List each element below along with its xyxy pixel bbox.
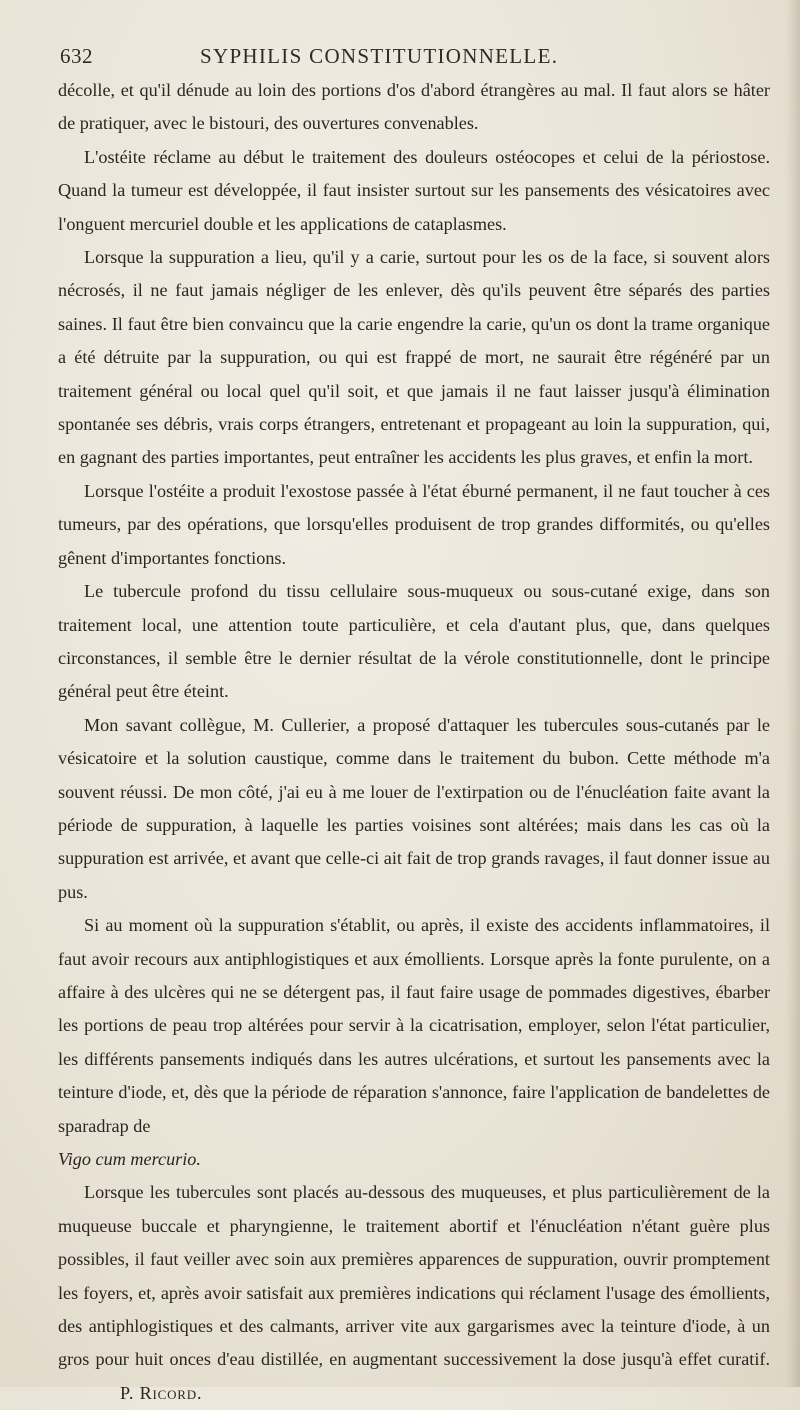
page-number: 632	[60, 44, 93, 68]
paragraph-7: Si au moment où la suppuration s'établit, ou après, il existe des accidents inflammatoires, il faut avoir recours aux antiphlogistiques et aux émollients. Lorsque après la fonte purulente, on a affaire à des ulcères qui ne se détergent pas, il faut faire usage de pommades digestives, ébarber les portions de peau trop altérées pour servir à la cicatrisation, employer, selon l'état particulier, les différents pansements indiqués dans les autres ulcérations, et surtout les pansements avec la teinture d'iode, et, dès que la période de réparation s'annonce, faire l'application de bandelettes de sparadrap de	[58, 915, 770, 1136]
paragraph-2: L'ostéite réclame au début le traitement des douleurs ostéocopes et celui de la périostose. Quand la tumeur est développée, il faut insister surtout sur les pansements des vésicatoires avec l'onguent mercuriel double et les applications de cataplasmes.	[58, 146, 770, 234]
paragraph-8-text: Lorsque les tubercules sont placés au-dessous des muqueuses, et plus particulièrement de la muqueuse buccale et pharyngienne, le traitement abortif et l'énucléation n'étant guère plus possibles, il faut veiller avec soin aux premières apparences de suppuration, ouvrir promptement les foyers, et, après avoir satisfait aux premières indications qui réclament l'usage des émollients, des antiphlogistiques et des calmants, arriver vite aux gargarismes avec la teinture d'iode, à un gros pour huit onces d'eau distillée, en augmentant successivement la dose jusqu'à effet curatif.	[58, 1182, 770, 1370]
page-edge-shadow	[786, 0, 800, 1387]
body-text	[58, 74, 770, 1410]
running-title: SYPHILIS CONSTITUTIONNELLE.	[200, 44, 559, 68]
author-signature: P. Ricord.	[120, 1382, 203, 1403]
paragraph-4: Lorsque l'ostéite a produit l'exostose passée à l'état éburné permanent, il ne faut toucher à ces tumeurs, par des opérations, que lorsqu'elles produisent de trop grandes difformités, ou qu'elles gênent d'importantes fonctions.	[58, 480, 770, 568]
italic-phrase: Vigo cum mercurio.	[58, 1149, 201, 1169]
paragraph-6: Mon savant collègue, M. Cullerier, a proposé d'attaquer les tubercules sous-cutanés par le vésicatoire et la solution caustique, comme dans le traitement du bubon. Cette méthode m'a souvent réussi. De mon côté, j'ai eu à me louer de l'extirpation ou de l'énucléation faite avant la période de suppuration, à laquelle les parties voisines sont altérées; mais dans les cas où la suppuration est arrivée, et avant que celle-ci ait fait de trop grands ravages, il faut donner issue au pus.	[58, 714, 770, 902]
paragraph-5: Le tubercule profond du tissu cellulaire sous-muqueux ou sous-cutané exige, dans son traitement local, une attention toute particulière, et cela d'autant plus, que, dans quelques circonstances, il semble être le dernier résultat de la vérole constitutionnelle, dont le principe général peut être éteint.	[58, 581, 770, 702]
italic-line	[58, 1143, 770, 1176]
paragraph-1: décolle, et qu'il dénude au loin des portions d'os d'abord étrangères au mal. Il faut alors se hâter de pratiquer, avec le bistouri, des ouvertures convenables.	[58, 80, 770, 134]
paragraph-8	[58, 1176, 770, 1410]
paragraph-3: Lorsque la suppuration a lieu, qu'il y a carie, surtout pour les os de la face, si souvent alors nécrosés, il ne faut jamais négliger de les enlever, dès qu'ils peuvent être séparés des parties saines. Il faut être bien convaincu que la carie engendre la carie, qu'un os dont la trame organique a été détruite par la suppuration, ou qui est frappé de mort, ne saurait être régénéré par un traitement général ou local quel qu'il soit, et que jamais il ne faut laisser jusqu'à élimination spontanée ses débris, vrais corps étrangers, entretenant et propageant au loin la suppuration, qui, en gagnant des parties importantes, peut entraîner les accidents les plus graves, et enfin la mort.	[58, 247, 770, 468]
book-page	[58, 40, 770, 1410]
page-header	[58, 40, 770, 74]
